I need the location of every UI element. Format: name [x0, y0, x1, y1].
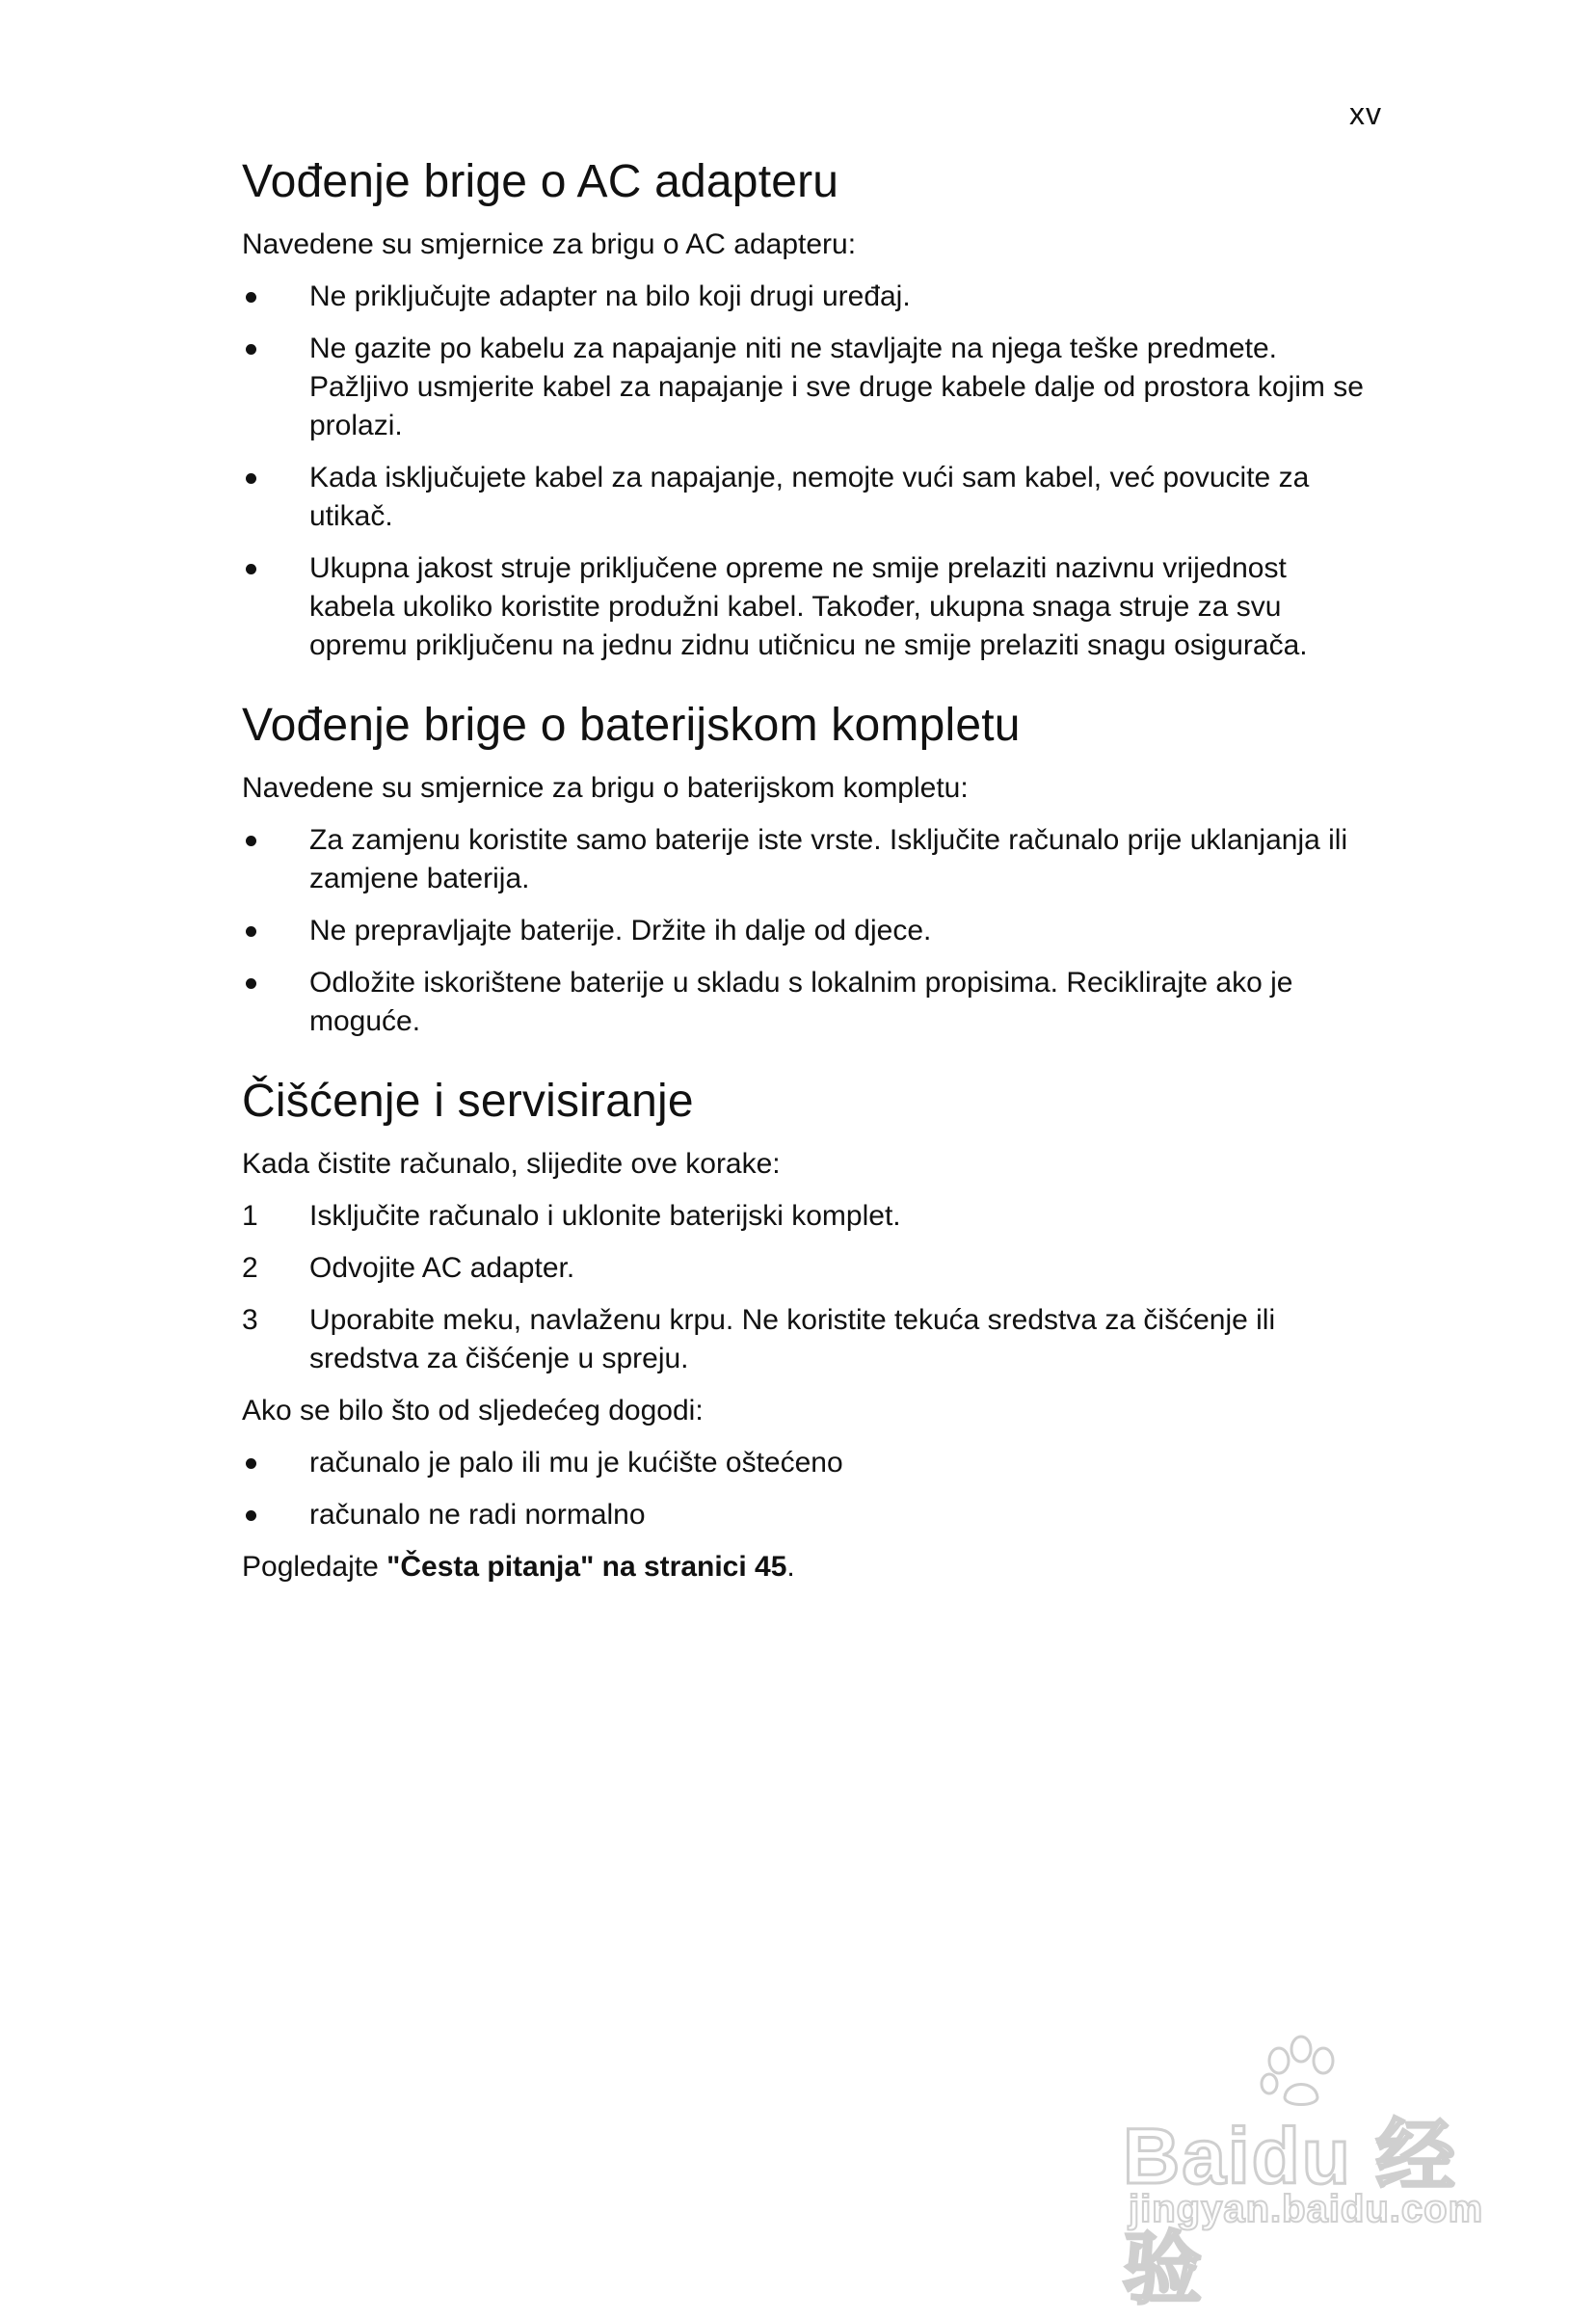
- list-item: [242, 1496, 1379, 1534]
- list-item-text: računalo ne radi normalno: [309, 1499, 646, 1531]
- see-reference: [242, 1548, 1379, 1586]
- section-title-cleaning: Čišćenje i servisiranje: [242, 1076, 694, 1127]
- battery-guidelines-list: [242, 821, 1379, 1041]
- cleaning-steps-list: [242, 1197, 1379, 1378]
- list-item-text: Ne priključujte adapter na bilo koji drugi uređaj.: [309, 280, 911, 312]
- bullet-icon: [246, 926, 256, 937]
- faq-reference-link[interactable]: "Česta pitanja" na stranici 45: [386, 1551, 787, 1583]
- section-title-battery: Vođenje brige o baterijskom kompletu: [242, 700, 1021, 751]
- see-suffix: .: [786, 1551, 795, 1583]
- step-number: 1: [242, 1200, 258, 1232]
- list-item-text: Odložite iskorištene baterije u skladu s lokalnim propisima. Reciklirajte ako je moguće.: [309, 967, 1293, 1037]
- bullet-icon: [246, 1458, 256, 1469]
- list-item: [242, 912, 1379, 950]
- bullet-icon: [246, 473, 256, 484]
- section-ac-adapter: [242, 154, 1379, 665]
- list-item-text: računalo je palo ili mu je kućište oštećeno: [309, 1447, 843, 1479]
- section-battery: [242, 698, 1379, 1041]
- bullet-icon: [246, 344, 256, 355]
- list-item-text: Ukupna jakost struje priključene opreme ne smije prelaziti nazivnu vrijednost kabela ukoliko koristite produžni kabel. Također, ukupna snaga struje za svu opremu priključenu na jednu zidnu utičnicu ne smije prelaziti snagu osigurača.: [309, 552, 1308, 661]
- section-intro-cleaning: Kada čistite računalo, slijedite ove korake:: [242, 1148, 781, 1180]
- step-item: [242, 1197, 1379, 1236]
- list-item-text: Ne prepravljajte baterije. Držite ih dalje od djece.: [309, 915, 932, 946]
- list-item-text: Kada isključujete kabel za napajanje, nemojte vući sam kabel, već povucite za utikač.: [309, 462, 1310, 532]
- section-intro-battery: Navedene su smjernice za brigu o baterijskom kompletu:: [242, 772, 969, 804]
- list-item-text: Za zamjenu koristite samo baterije iste vrste. Isključite računalo prije uklanjanja ili zamjene baterija.: [309, 824, 1348, 894]
- conditions-list: [242, 1444, 1379, 1534]
- list-item-text: Ne gazite po kabelu za napajanje niti ne stavljajte na njega teške predmete. Pažljivo usmjerite kabel za napajanje i sve druge kabele dalje od prostora kojim se prolazi.: [309, 333, 1364, 441]
- ac-adapter-guidelines-list: [242, 278, 1379, 665]
- list-item: [242, 1444, 1379, 1482]
- conditions-intro: Ako se bilo što od sljedećeg dogodi:: [242, 1395, 704, 1426]
- step-number: 2: [242, 1252, 258, 1284]
- document-body: [242, 154, 1379, 1619]
- list-item: [242, 278, 1379, 316]
- watermark-logo-text: Baidu 经验: [1123, 2113, 1457, 2313]
- bullet-icon: [246, 836, 256, 846]
- section-intro-ac-adapter: Navedene su smjernice za brigu o AC adapteru:: [242, 228, 857, 260]
- bullet-icon: [246, 1510, 256, 1521]
- step-item: [242, 1301, 1379, 1378]
- section-cleaning: [242, 1074, 1379, 1586]
- bullet-icon: [246, 292, 256, 303]
- step-number: 3: [242, 1304, 258, 1336]
- bullet-icon: [246, 978, 256, 989]
- step-item: [242, 1249, 1379, 1288]
- list-item: [242, 330, 1379, 445]
- section-title-ac-adapter: Vođenje brige o AC adapteru: [242, 156, 839, 207]
- step-text: Uporabite meku, navlaženu krpu. Ne koristite tekuća sredstva za čišćenje ili sredstva za čišćenje u spreju.: [309, 1304, 1276, 1374]
- list-item: [242, 549, 1379, 665]
- bullet-icon: [246, 564, 256, 574]
- baidu-watermark: [1113, 2034, 1499, 2313]
- list-item: [242, 821, 1379, 898]
- step-text: Odvojite AC adapter.: [309, 1252, 575, 1284]
- step-text: Isključite računalo i uklonite baterijski komplet.: [309, 1200, 901, 1232]
- page-number: xv: [1349, 96, 1382, 131]
- see-prefix: Pogledajte: [242, 1551, 387, 1583]
- list-item: [242, 964, 1379, 1041]
- watermark-url: jingyan.baidu.com: [1129, 2188, 1484, 2230]
- list-item: [242, 459, 1379, 536]
